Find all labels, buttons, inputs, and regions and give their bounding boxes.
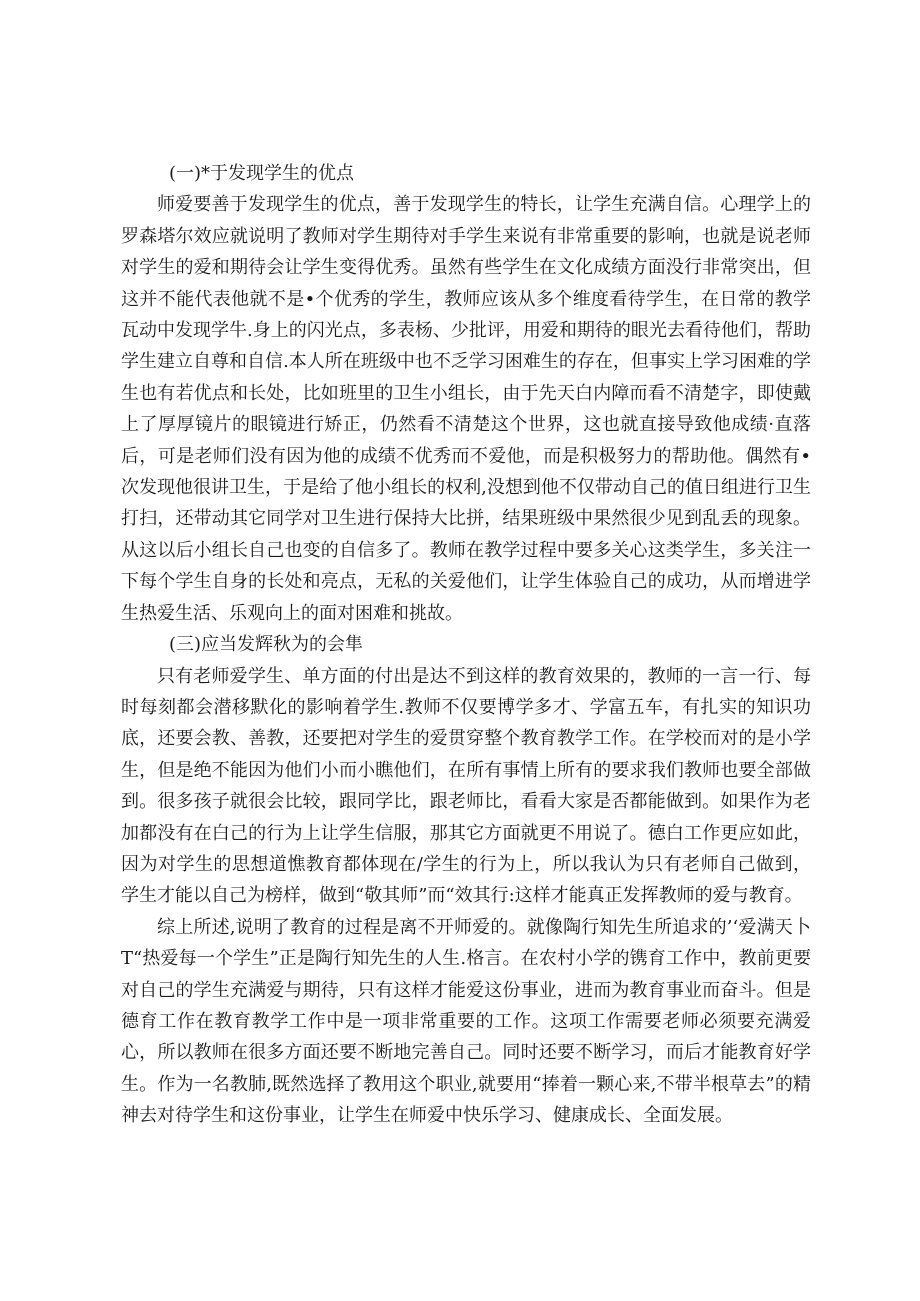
section-one-heading: (一)*于发现学生的优点 xyxy=(169,163,355,184)
section-three-paragraph: 只有老师爱学生、单方面的付出是达不到这样的教育效果的，教师的一言一行、每时每刻都会潜移默化的影响着学生.教师不仅要博学多才、学富五车，有扎实的知识功底，还要会教、善教，还要把对学生的爱贯穿整个教育教学工作。在学校而对的是小学生，但是绝不能因为他们小而小瞧他们，在所有事情上所有的要求我们教师也要全部做到。很多孩子就很会比较，跟同学比，跟老师比，看看大家是否都能做到。如果作为老加都没有在白己的行为上让学生信服，那其它方面就更不用说了。德白工作更应如此，因为对学生的思想道憔教育都体现在/学生的行为上，所以我认为只有老师自己做到，学生才能以自己为榜样，做到“敬其师”而“效其行:这样才能真正发挥教师的爱与教育。 xyxy=(121,665,811,907)
conclusion-paragraph: 综上所述,说明了教育的过程是离不开师爱的。就像陶行知先生所追求的’‘爱满天卜T“热爱每一个学生”正是陶行知先生的人生.格言。在农村小学的镌育工作中，教前更要对自己的学生充满爱与期待，只有这样才能爱这份事业，进而为教育事业而奋斗。但是德育工作在教育教学工作中是一项非常重要的工作。这项工作需要老师必须要充满爱心，所以教师在很多方面还要不断地完善自己。同时还要不断学习，而后才能教育好学生。作为一名教肺,既然选择了教用这个职业,就要用“捧着一颗心来,不带半根草去”的精神去对待学生和这份事业，让学生在师爱中快乐学习、健康成长、全面发展。 xyxy=(121,916,811,1127)
section-three-heading: (三)应当发辉秋为的会隼 xyxy=(169,634,364,656)
section-one-paragraph: 师爱要善于发现学生的优点，善于发现学生的特长，让学生充满自信。心理学上的罗森塔尔效应就说明了教师对学生期待对手学生来说有非常重要的影响，也就是说老师对学生的爱和期待会让学生变得优秀。虽然有些学生在文化成绩方面没行非常突出，但这并不能代表他就不是•个优秀的学生，教师应该从多个维度看待学生，在日常的教学瓦动中发现学牛.身上的闪光点，多表杨、少批评，用爱和期待的眼光去看待他们，帮助学生建立自尊和自信.本人所在班级中也不乏学习困难生的存在，但事实上学习困难的学生也有若优点和长处，比如班里的卫生小组长，由于先天白内障而看不清楚字，即使戴上了厚厚镜片的眼镜进行矫正，仍然看不清楚这个世界，这也就直接导致他成绩·直落后，可是老师们没有因为他的成绩不优秀而不爱他，而是积极努力的帮助他。偶然有•次发现他很讲卫生，于是给了他小组长的权利,没想到他不仅带动自己的值日组进行卫生打扫，还带动其它同学对卫生进行保持大比拼，结果班级中果然很少见到乱丢的现象。从这以后小组长自己也变的自信多了。教师在教学过程中要多关心这类学生，多关注一下每个学生自身的长处和亮点，无私的关爱他们，让学生体验自己的成功，从而增进学生热爱生活、乐观向上的面对困难和挑故。 xyxy=(121,194,811,624)
document-body xyxy=(121,158,811,1132)
